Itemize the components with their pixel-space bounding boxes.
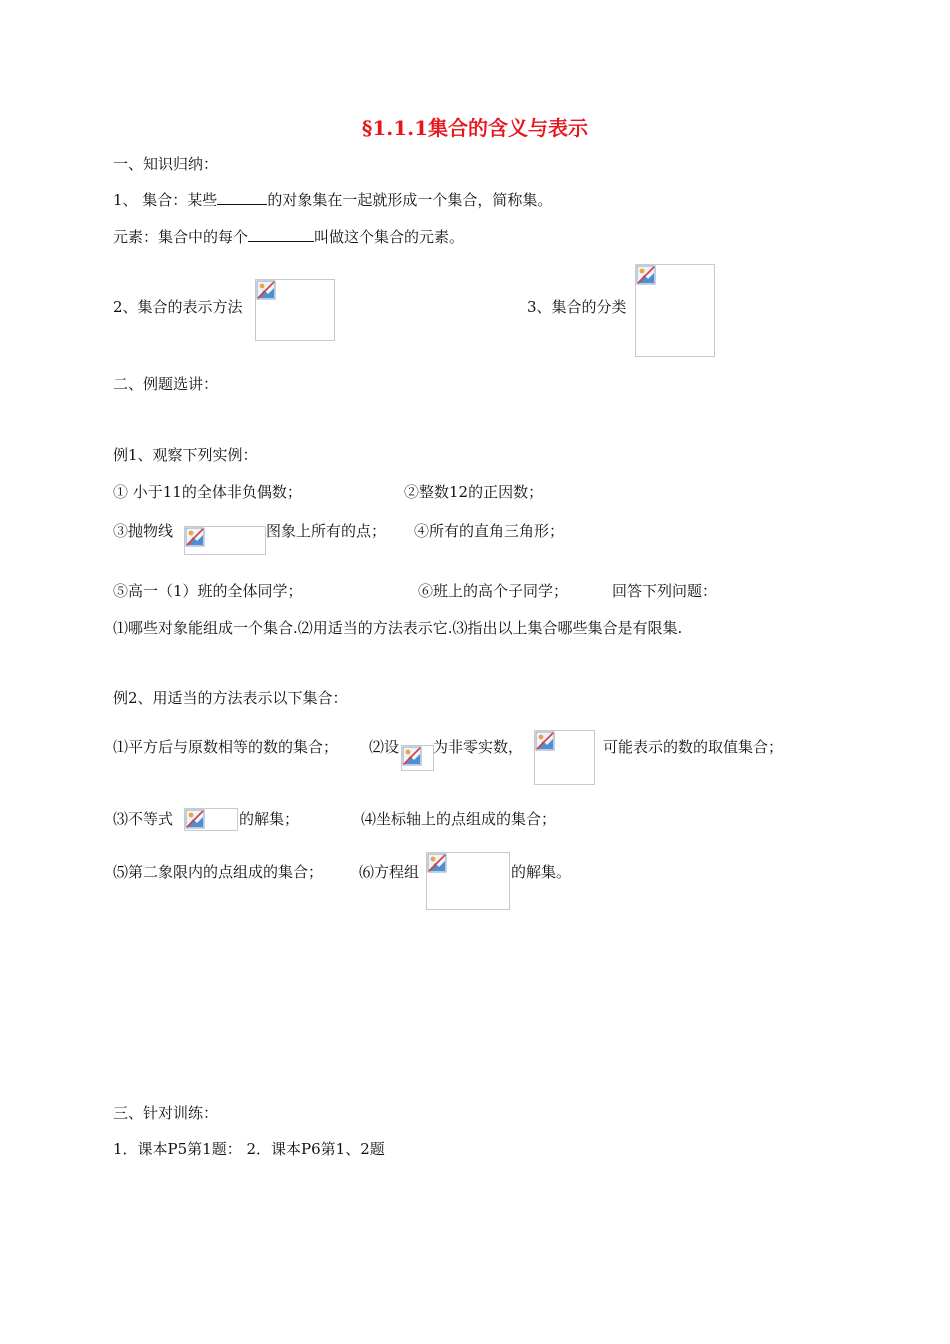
example-2-item-2-mid: 为非零实数， <box>433 738 524 756</box>
broken-image-placeholder <box>184 526 266 555</box>
example-1-item-6: ⑥班上的高个子同学； <box>418 582 569 600</box>
example-2-item-2-suffix: 可能表示的数的取值集合； <box>603 738 784 756</box>
broken-image-icon <box>427 853 447 873</box>
broken-image-placeholder <box>534 730 595 785</box>
fill-blank <box>217 190 267 205</box>
example-2-item-5: ⑸第二象限内的点组成的集合； <box>113 863 324 881</box>
section-2-heading: 二、例题选讲： <box>113 375 219 393</box>
broken-image-placeholder <box>184 808 238 831</box>
example-1-questions: ⑴哪些对象能组成一个集合.⑵用适当的方法表示它.⑶指出以上集合哪些集合是有限集. <box>113 619 683 637</box>
definition-set-prefix: 1、 集合：某些 <box>113 191 218 209</box>
broken-image-icon <box>535 731 555 751</box>
fill-blank <box>248 227 314 242</box>
broken-image-icon <box>185 809 205 829</box>
definition-set-suffix: 的对象集在一起就形成一个集合，简称集。 <box>267 191 553 209</box>
broken-image-icon <box>185 527 205 547</box>
section-1-heading: 一、知识归纳： <box>113 155 219 173</box>
broken-image-placeholder <box>426 852 510 910</box>
definition-set <box>113 189 552 211</box>
page-title: §1.1.1集合的含义与表示 <box>361 116 589 140</box>
example-2-item-1: ⑴平方后与原数相等的数的集合； <box>113 738 339 756</box>
broken-image-placeholder <box>635 264 715 357</box>
definition-element-suffix: 叫做这个集合的元素。 <box>314 228 465 246</box>
classification-label: 3、集合的分类 <box>527 298 627 316</box>
example-1-item-4: ④所有的直角三角形； <box>414 522 565 540</box>
broken-image-icon <box>402 746 422 766</box>
example-1-answer-prompt: 回答下列问题： <box>612 582 718 600</box>
example-1-item-3-suffix: 图象上所有的点； <box>266 522 387 540</box>
section-3-heading: 三、针对训练： <box>113 1104 219 1122</box>
example-2-item-2-prefix: ⑵设 <box>369 738 400 756</box>
broken-image-icon <box>636 265 656 285</box>
example-1-title: 例1、观察下列实例： <box>113 446 258 464</box>
example-2-item-3-prefix: ⑶不等式 <box>113 810 174 828</box>
definition-element <box>113 226 464 248</box>
practice-items: 1．课本P5第1题： 2．课本P6第1、2题 <box>113 1140 385 1158</box>
example-2-item-3-suffix: 的解集； <box>239 810 300 828</box>
definition-element-prefix: 元素：集合中的每个 <box>113 228 249 246</box>
example-1-item-1: ① 小于11的全体非负偶数； <box>113 483 302 501</box>
example-2-item-6-prefix: ⑹方程组 <box>359 863 420 881</box>
example-1-item-2: ②整数12的正因数； <box>404 483 544 501</box>
example-2-title: 例2、用适当的方法表示以下集合： <box>113 689 348 707</box>
example-2-item-4: ⑷坐标轴上的点组成的集合； <box>361 810 557 828</box>
broken-image-placeholder <box>255 279 335 341</box>
representation-methods-label: 2、集合的表示方法 <box>113 298 243 316</box>
example-2-item-6-suffix: 的解集。 <box>511 863 572 881</box>
broken-image-placeholder <box>401 745 434 771</box>
example-1-item-5: ⑤高一（1）班的全体同学； <box>113 582 303 600</box>
broken-image-icon <box>256 280 276 300</box>
example-1-item-3-prefix: ③抛物线 <box>113 522 174 540</box>
